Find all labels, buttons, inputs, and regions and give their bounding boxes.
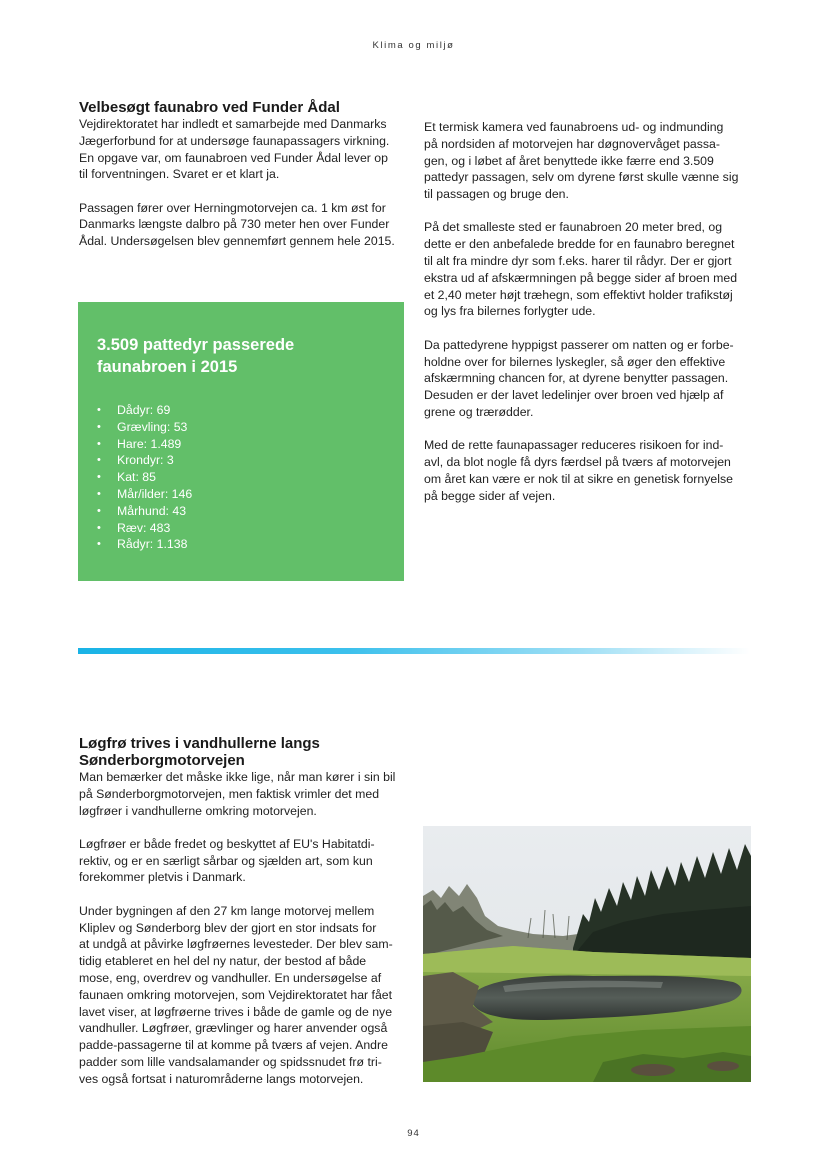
- bullet-icon: •: [97, 471, 101, 484]
- text-line: på Sønderborgmotorvejen, men faktisk vrimler det med: [79, 786, 380, 801]
- text-line: Man bemærker det måske ikke lige, når man kører i sin bil: [79, 770, 396, 784]
- fact-box-item: [97, 486, 192, 503]
- paragraph: [424, 219, 754, 320]
- text-line: vandhuller. Løgfrøer, grævlinger og harer anvender også: [79, 1021, 388, 1036]
- fact-box-item-text: Hare: 1.489: [117, 436, 182, 451]
- text-line: padder som lille vandsalamander og spidssnudet frø tri-: [79, 1054, 382, 1069]
- bullet-icon: •: [97, 538, 101, 551]
- bullet-icon: •: [97, 521, 101, 534]
- article2-title-line: Sønderborgmotorvejen: [79, 752, 245, 769]
- fact-box-item-text: Krondyr: 3: [117, 453, 174, 468]
- text-line: løgfrøer i vandhullerne omkring motorvejen.: [79, 803, 317, 818]
- text-line: ekstra ud af afskærmningen på begge sider af broen med: [424, 270, 738, 285]
- article1-right-body: [424, 119, 754, 504]
- text-line: Et termisk kamera ved faunabroens ud- og indmunding: [424, 120, 724, 134]
- page-number: 94: [407, 1128, 420, 1139]
- fact-box-title-line: faunabroen i 2015: [97, 358, 238, 376]
- fact-box-title-line: 3.509 pattedyr passerede: [97, 336, 295, 354]
- text-line: En opgave var, om faunabroen ved Funder Ådal lever op: [79, 150, 388, 165]
- paragraph-gap: [79, 886, 409, 903]
- fact-box-item: [97, 402, 192, 419]
- bullet-icon: •: [97, 404, 101, 416]
- article2-column: [79, 735, 409, 1088]
- paragraph: [79, 836, 409, 886]
- fact-box-item-text: Mår/ilder: 146: [117, 486, 193, 501]
- fact-box-item-text: Rådyr: 1.138: [117, 537, 188, 552]
- paragraph: [424, 119, 754, 203]
- article1-title: Velbesøgt faunabro ved Funder Ådal: [79, 99, 340, 116]
- text-line: grene og trærødder.: [424, 404, 534, 419]
- text-line: Løgfrøer er både fredet og beskyttet af EU's Habitatdi-: [79, 836, 375, 851]
- fact-box-item-text: Dådyr: 69: [117, 403, 171, 417]
- paragraph-gap: [79, 183, 409, 200]
- paragraph: [424, 337, 754, 421]
- text-line: lavet viser, at løgfrøerne trives i både de gamle og de nye: [79, 1004, 393, 1019]
- paragraph-gap: [79, 819, 409, 836]
- paragraph: [79, 769, 409, 819]
- article1-right-column: [424, 119, 754, 504]
- section-divider: [78, 648, 750, 654]
- text-line: tidig etableret en hel del ny natur, der bestod af både: [79, 954, 367, 969]
- bullet-icon: •: [97, 487, 101, 500]
- fact-box: [78, 302, 404, 581]
- article1-left-column: [79, 99, 409, 250]
- fact-box-item-text: Ræv: 483: [117, 520, 171, 535]
- text-line: Danmarks længste dalbro på 730 meter hen over Funder: [79, 217, 390, 232]
- wetland-photo: [423, 826, 751, 1082]
- text-line: Da pattedyrene hyppigst passerer om natten og er forbe-: [424, 337, 734, 352]
- text-line: om året kan være er nok til at sikre en genetisk fornyelse: [424, 471, 733, 486]
- text-line: Med de rette faunapassager reduceres risikoen for ind-: [424, 438, 724, 453]
- text-line: ves også fortsat i naturområderne langs motorvejen.: [79, 1071, 364, 1086]
- fact-box-item: [97, 452, 192, 469]
- text-line: forekommer pletvis i Danmark.: [79, 870, 246, 885]
- fact-box-list: [97, 402, 192, 553]
- paragraph: [79, 200, 409, 250]
- fact-box-item: [97, 419, 192, 436]
- paragraph-gap: [424, 203, 754, 220]
- text-line: og lys fra bilernes forlygter ude.: [424, 304, 596, 319]
- text-line: på nordsiden af motorvejen har døgnovervåget passa-: [424, 136, 720, 151]
- text-line: et 2,40 meter højt træhegn, som effektivt holder trafikstøj: [424, 287, 733, 302]
- text-line: at undgå at påvirke løgfrøernes levesteder. Der blev sam-: [79, 937, 393, 952]
- article2-title-line: Løgfrø trives i vandhullerne langs: [79, 735, 320, 752]
- fact-box-title: [97, 334, 387, 378]
- text-line: til forventningen. Svaret er et klart ja.: [79, 167, 280, 182]
- fact-box-item: [97, 436, 192, 453]
- article1-left-body: [79, 116, 409, 250]
- paragraph-gap: [424, 320, 754, 337]
- text-line: faunaen omkring motorvejen, som Vejdirektoratet har fået: [79, 987, 393, 1002]
- text-line: Vejdirektoratet har indledt et samarbejde med Danmarks: [79, 117, 387, 131]
- bullet-icon: •: [97, 437, 101, 450]
- text-line: til passagen og bruge den.: [424, 187, 569, 202]
- bullet-icon: •: [97, 420, 101, 433]
- text-line: rektiv, og er en særligt sårbar og sjælden art, som kun: [79, 853, 373, 868]
- fact-box-item: [97, 503, 192, 520]
- text-line: avl, da blot nogle få dyrs færdsel på tværs af motorvejen: [424, 455, 731, 470]
- paragraph: [79, 903, 409, 1088]
- paragraph: [424, 437, 754, 504]
- text-line: pattedyr passagen, selv om dyrene først skulle vænne sig: [424, 170, 739, 185]
- text-line: gen, og i løbet af året benyttede ikke færre end 3.509: [424, 153, 714, 168]
- fact-box-item: [97, 520, 192, 537]
- text-line: Under bygningen af den 27 km lange motorvej mellem: [79, 903, 375, 918]
- text-line: dette er den anbefalede bredde for en faunabro beregnet: [424, 237, 735, 252]
- text-line: Jægerforbund for at undersøge faunapassagers virkning.: [79, 133, 390, 148]
- bullet-icon: •: [97, 504, 101, 517]
- fact-box-item: [97, 469, 192, 486]
- paragraph: [79, 116, 409, 183]
- text-line: Passagen fører over Herningmotorvejen ca. 1 km øst for: [79, 200, 386, 215]
- bullet-icon: •: [97, 454, 101, 467]
- fact-box-item: [97, 536, 192, 553]
- text-line: Kliplev og Sønderborg blev der gjort en stor indsats for: [79, 920, 377, 935]
- text-line: Ådal. Undersøgelsen blev gennemført gennem hele 2015.: [79, 234, 395, 249]
- wetland-photo-image: [423, 826, 751, 1082]
- article2-body: [79, 769, 409, 1088]
- fact-box-item-text: Kat: 85: [117, 470, 156, 485]
- text-line: på begge sider af vejen.: [424, 488, 556, 503]
- article2-title: [79, 735, 409, 769]
- fact-box-item-text: Mårhund: 43: [117, 503, 187, 518]
- text-line: holdne over for bilernes lyskegler, så øger den effektive: [424, 354, 726, 369]
- text-line: mose, eng, overdrev og vandhuller. En undersøgelse af: [79, 970, 382, 985]
- text-line: Desuden er der lavet ledelinjer over broen ved hjælp af: [424, 388, 724, 403]
- paragraph-gap: [424, 421, 754, 438]
- fact-box-item-text: Grævling: 53: [117, 419, 188, 434]
- text-line: På det smalleste sted er faunabroen 20 meter bred, og: [424, 220, 723, 235]
- text-line: afskærmning chancen for, at dyrene benytter passagen.: [424, 371, 729, 386]
- text-line: til alt fra mindre dyr som f.eks. harer til rådyr. Der er gjort: [424, 254, 732, 269]
- text-line: padde-passagerne til at komme på tværs af vejen. Andre: [79, 1038, 388, 1053]
- running-header: Klima og miljø: [372, 40, 455, 51]
